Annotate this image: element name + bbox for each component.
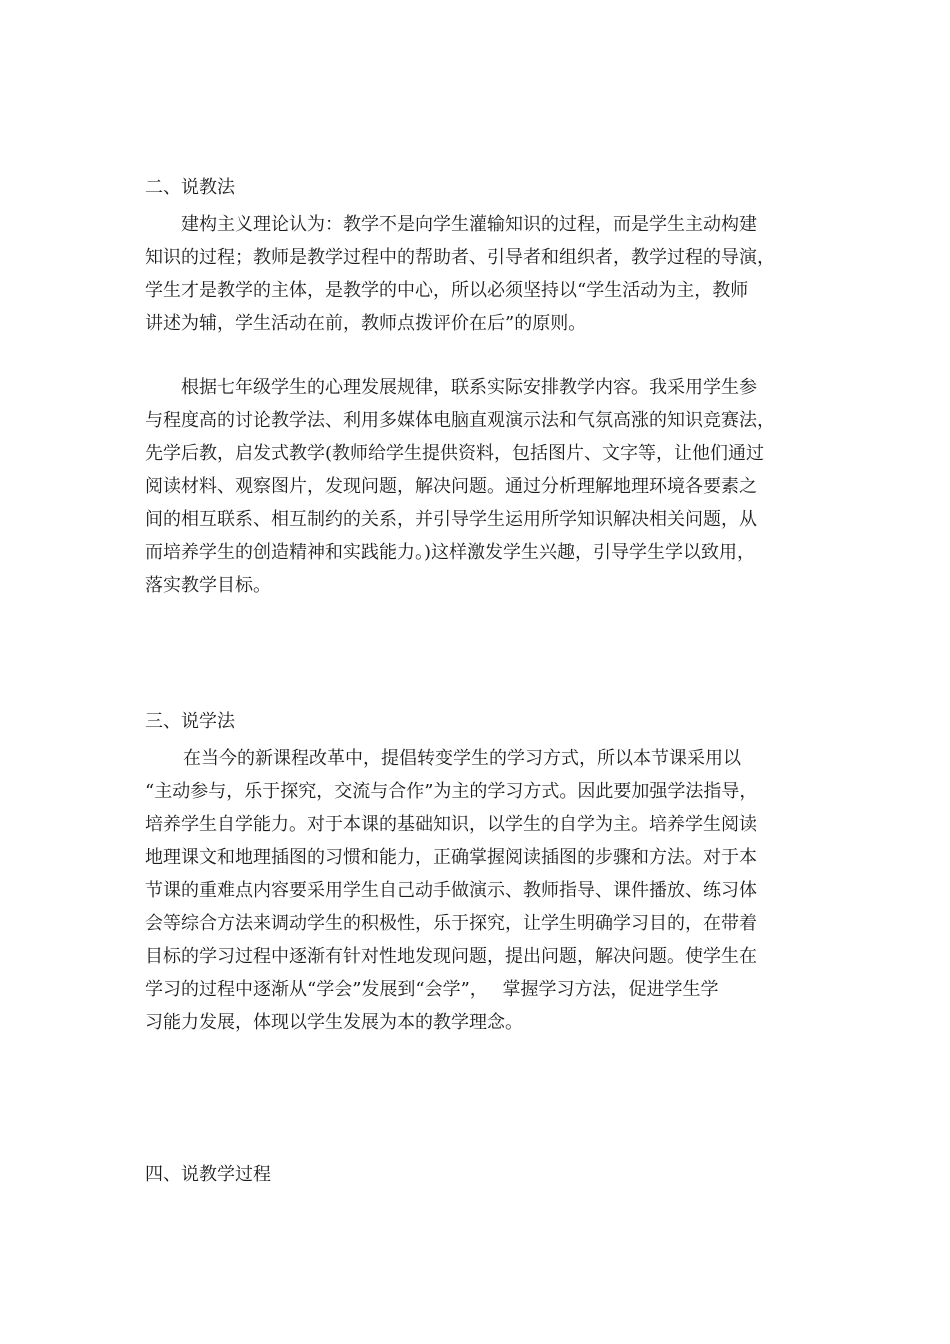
paragraph-line: 而培养学生的创造精神和实践能力。)这样激发学生兴趣，引导学生学以致用，: [145, 542, 756, 563]
paragraph-line: 阅读材料、观察图片，发现问题，解决问题。通过分析理解地理环境各要素之: [145, 476, 757, 497]
paragraph-line: 学习的过程中逐渐从“学会”发展到“会学”， 掌握学习方法，促进学生学: [145, 979, 719, 1000]
section-heading-teaching-process: 四、说教学过程: [145, 1164, 271, 1185]
section-heading-teaching-method: 二、说教法: [145, 177, 235, 198]
paragraph-line: 在当今的新课程改革中，提倡转变学生的学习方式，所以本节课采用以: [183, 748, 741, 769]
paragraph-line: “主动参与，乐于探究，交流与合作”为主的学习方式。因此要加强学法指导，: [145, 781, 758, 802]
paragraph-line: 先学后教，启发式教学(教师给学生提供资料，包括图片、文字等，让他们通过: [145, 443, 765, 464]
paragraph-line: 根据七年级学生的心理发展规律，联系实际安排教学内容。我采用学生参: [181, 377, 757, 398]
section-heading-learning-method: 三、说学法: [145, 711, 235, 732]
paragraph-line: 间的相互联系、相互制约的关系，并引导学生运用所学知识解决相关问题，从: [145, 509, 757, 530]
paragraph-line: 与程度高的讨论教学法、利用多媒体电脑直观演示法和气氛高涨的知识竞赛法，: [145, 410, 775, 431]
paragraph-line: 落实教学目标。: [145, 575, 271, 596]
paragraph-line: 会等综合方法来调动学生的积极性，乐于探究，让学生明确学习目的，在带着: [145, 913, 757, 934]
paragraph-constructivism: [145, 208, 825, 340]
paragraph-line: 地理课文和地理插图的习惯和能力，正确掌握阅读插图的步骤和方法。对于本: [145, 847, 757, 868]
paragraph-line: 目标的学习过程中逐渐有针对性地发现问题，提出问题，解决问题。使学生在: [145, 946, 757, 967]
paragraph-teaching-approach: [145, 371, 825, 602]
paragraph-line: 建构主义理论认为：教学不是向学生灌输知识的过程，而是学生主动构建: [181, 214, 757, 235]
paragraph-line: 节课的重难点内容要采用学生自己动手做演示、教师指导、课件播放、练习体: [145, 880, 757, 901]
paragraph-line: 讲述为辅，学生活动在前，教师点拨评价在后”的原则。: [145, 313, 587, 334]
paragraph-line: 知识的过程；教师是教学过程中的帮助者、引导者和组织者，教学过程的导演，: [145, 247, 775, 268]
paragraph-line: 培养学生自学能力。对于本课的基础知识，以学生的自学为主。培养学生阅读: [145, 814, 757, 835]
paragraph-learning-approach: [145, 742, 825, 1039]
paragraph-line: 习能力发展，体现以学生发展为本的教学理念。: [145, 1012, 523, 1033]
paragraph-line: 学生才是教学的主体，是教学的中心，所以必须坚持以“学生活动为主，教师: [145, 280, 749, 301]
